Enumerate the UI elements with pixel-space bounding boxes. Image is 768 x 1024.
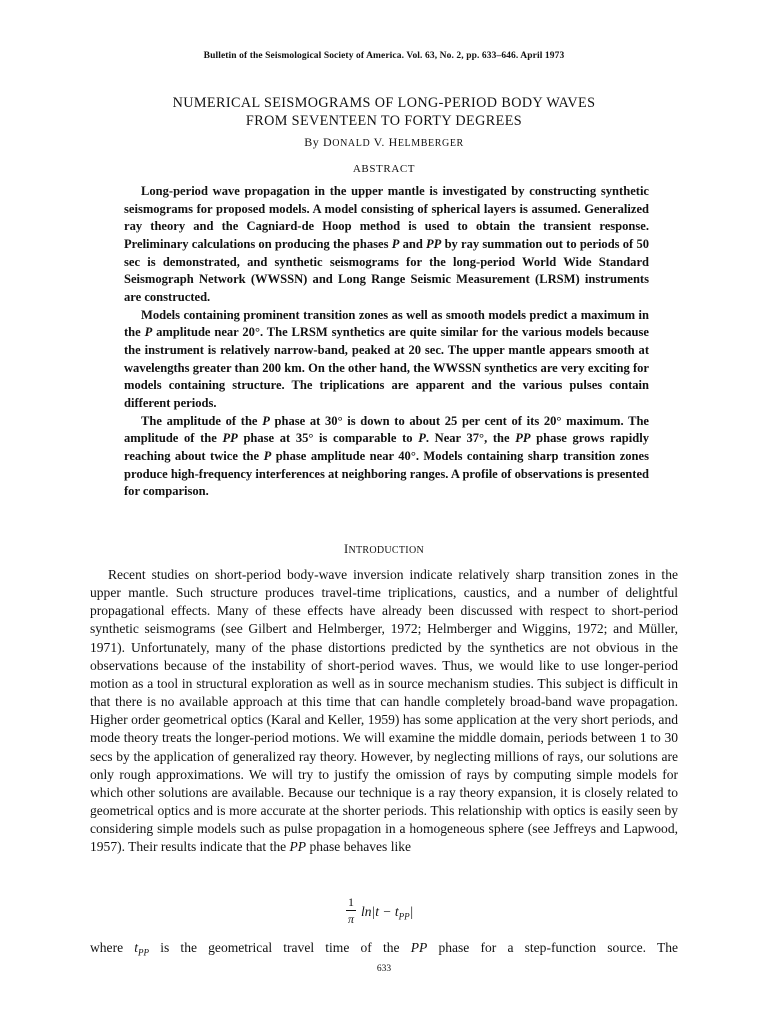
author-by: By D bbox=[304, 135, 333, 149]
fraction-denominator: π bbox=[347, 912, 354, 926]
author-last-rest: ELMBERGER bbox=[397, 138, 464, 149]
body-text: is the geometrical travel time of the bbox=[149, 940, 411, 955]
abstract-text: amplitude near 20°. The LRSM synthetics are quite similar for the various models because the instrument is relatively narrow-band, peaked at 20 sec. The upper mantle appears smooth at wavelengths greater than 200 km. On the other hand, the WWSSN synthetics are very exciting for models containing structure. The triplications are apparent and the various pulses contain different periods. bbox=[124, 325, 649, 410]
abstract-text: phase at 35° is comparable to bbox=[237, 431, 419, 446]
body-text: where bbox=[90, 940, 135, 955]
phase-symbol: P bbox=[262, 413, 270, 428]
continuation-line bbox=[90, 939, 678, 962]
phase-symbol: PP bbox=[289, 839, 307, 855]
math-subscript: PP bbox=[138, 947, 150, 958]
abstract-text: The amplitude of the bbox=[141, 413, 263, 428]
abstract-text: by ray summation out to periods of 50 sec is demonstrated, and synthetic seismograms for the long-period World Wide Standard Seismograph Network (WWSSN) and Long Range Seismic Measurement (LRSM) instruments are constructed. bbox=[124, 236, 649, 304]
phase-symbol: PP bbox=[426, 236, 442, 251]
introduction-heading bbox=[0, 542, 768, 557]
body-text: phase for a step-function source. The bbox=[427, 940, 679, 955]
phase-symbol: P bbox=[263, 448, 272, 463]
page-number: 633 bbox=[376, 964, 392, 974]
equation-expression bbox=[361, 904, 413, 922]
abstract-text: . Near 37°, the bbox=[425, 431, 516, 446]
phase-symbol: PP bbox=[515, 431, 531, 446]
phase-symbol: PP bbox=[410, 940, 428, 955]
abstract-text: phase amplitude near 40°. Models containing sharp transition zones produce high-frequency interferences at neighboring ranges. A profile of observations is presented for comparison. bbox=[124, 448, 649, 499]
paper-title-line-1: NUMERICAL SEISMOGRAMS OF LONG-PERIOD BODY WAVES bbox=[172, 95, 596, 111]
heading-rest: NTRODUCTION bbox=[348, 545, 424, 556]
phase-symbol: PP bbox=[222, 431, 238, 446]
fraction-numerator: 1 bbox=[348, 895, 354, 909]
expression-text: | bbox=[409, 904, 414, 919]
equation-fraction bbox=[346, 895, 356, 926]
abstract-heading: ABSTRACT bbox=[352, 163, 416, 175]
abstract-paragraph-2 bbox=[124, 307, 649, 413]
journal-header: Bulletin of the Seismological Society of America. Vol. 63, No. 2, pp. 633–646. April 1973 bbox=[203, 51, 565, 61]
author-byline bbox=[0, 135, 768, 150]
introduction-paragraph bbox=[90, 566, 678, 857]
abstract-body bbox=[124, 183, 649, 501]
body-text: Recent studies on short-period body-wave inversion indicate relatively sharp transition zones in the upper mantle. Such structure produces travel-time triplications, caustics, and a number of delightful propagational effects. Many of these effects have already been discussed with respect to short-period synthetic seismograms (see Gilbert and Helmberger, 1972; Helmberger and Wiggins, 1972; and Müller, 1971). Unfortunately, many of the phase distortions predicted by the synthetics are not obvious in the observations because of the instability of short-period waves. Thus, we would like to use longer-period motion as a tool in structural exploration as well as in source mechanism studies. This subject is difficult in that there is no available approach at this time that can handle completely broad-band wave propagation. Higher order geometrical optics (Karal and Keller, 1959) has some application at the very short periods, and mode theory treats the longer-period motions. We will examine the middle domain, periods between 1 to 30 secs by the application of generalized ray theory. However, by neglecting millions of rays, our solutions are only rough approximations. We will try to justify the omission of rays by computing simple models for which other solutions are available. Because our technique is a ray theory expansion, it is closely related to geometrical optics and is more accurate at the shorter periods. This relationship with optics is easily seen by considering simple models such as pulse propagation in a homogeneous sphere (see Jeffreys and Lapwood, 1957). Their results indicate that the bbox=[90, 567, 678, 855]
equation bbox=[340, 893, 460, 939]
phase-symbol: P bbox=[418, 431, 426, 446]
heading-initial: I bbox=[344, 542, 349, 556]
abstract-text: Models containing prominent transition zones as well as smooth models predict a maximum in the bbox=[124, 307, 649, 340]
abstract-text: phase grows rapidly reaching about twice the bbox=[124, 431, 650, 463]
expression-subscript: PP bbox=[398, 911, 410, 922]
fraction-bar bbox=[346, 910, 356, 911]
abstract-text: Long-period wave propagation in the upper mantle is investigated by constructing synthetic seismograms for proposed models. A model consisting of spherical layers is assumed. Generalized ray theory and the Cagniard-de Hoop method is used to obtain the transient response. Preliminary calculations on producing the phases bbox=[124, 184, 649, 251]
body-text: phase behaves like bbox=[306, 839, 412, 855]
abstract-paragraph-3 bbox=[124, 413, 649, 501]
phase-symbol: P bbox=[391, 236, 400, 251]
author-middle: V. H bbox=[370, 135, 398, 149]
author-first-rest: ONALD bbox=[332, 138, 371, 149]
abstract-text: and bbox=[399, 236, 427, 251]
introduction-body bbox=[90, 566, 678, 857]
phase-symbol: P bbox=[144, 325, 153, 340]
abstract-paragraph-1 bbox=[124, 183, 649, 307]
math-symbol: t bbox=[134, 940, 139, 955]
abstract-text: phase at 30° is down to about 25 per cent of its 20° maximum. The amplitude of the bbox=[124, 413, 649, 446]
paper-title-line-2: FROM SEVENTEEN TO FORTY DEGREES bbox=[245, 113, 523, 129]
expression-text: ln|t − t bbox=[361, 904, 399, 919]
